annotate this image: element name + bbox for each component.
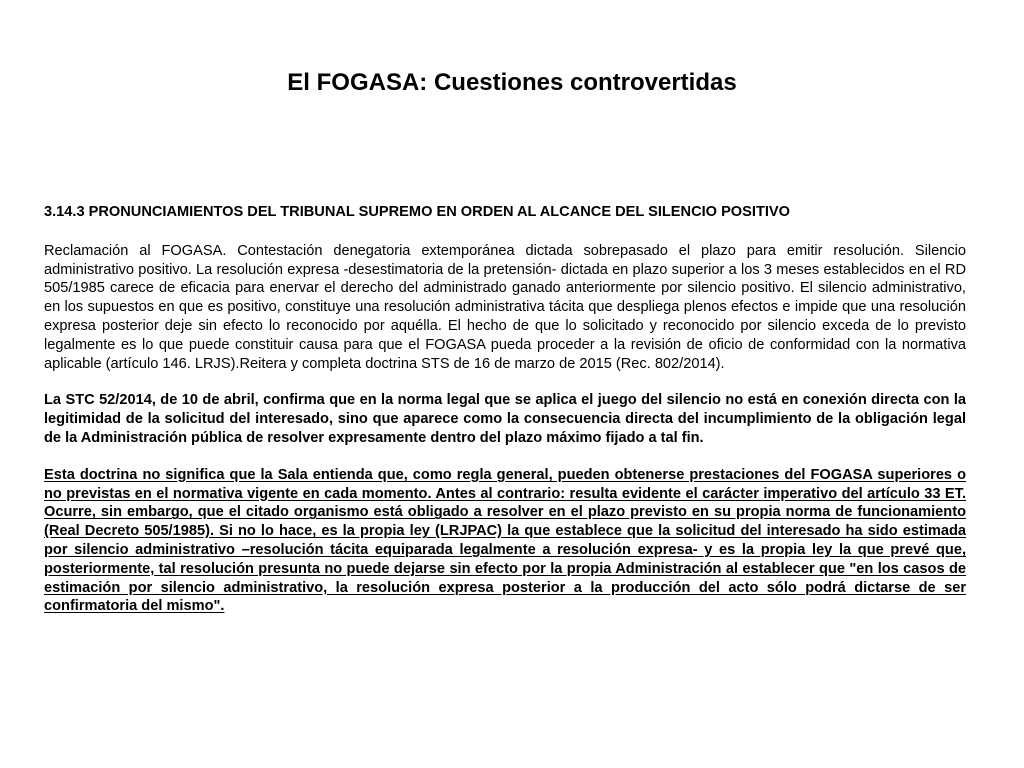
slide-body — [44, 203, 966, 634]
paragraph-silencio-positivo: Reclamación al FOGASA. Contestación denegatoria extemporánea dictada sobrepasado el plazo para emitir resolución. Silencio administrativo positivo. La resolución expresa -desestimatoria de la pretensión- dictada en plazo superior a los 3 meses establecidos en el RD 505/1985 carece de eficacia para enervar el derecho del administrado ganado anteriormente por silencio positivo. El silencio administrativo, en los supuestos en que es positivo, constituye una resolución administrativa tácita que despliega plenos efectos e impide que una resolución expresa posterior deje sin efecto lo reconocido por aquélla. El hecho de que lo solicitado y reconocido por silencio exceda de lo previsto legalmente es lo que puede constituir causa para que el FOGASA pueda proceder a la revisión de oficio de conformidad con la normativa aplicable (artículo 146. LRJS).Reitera y completa doctrina STS de 16 de marzo de 2015 (Rec. 802/2014). — [44, 242, 966, 372]
slide-title: El FOGASA: Cuestiones controvertidas — [287, 69, 737, 96]
section-heading: 3.14.3 PRONUNCIAMIENTOS DEL TRIBUNAL SUPREMO EN ORDEN AL ALCANCE DEL SILENCIO POSITIVO — [44, 204, 790, 220]
paragraph-doctrina-sala: Esta doctrina no significa que la Sala entienda que, como regla general, pueden obtenerse prestaciones del FOGASA superiores o no previstas en el normativa vigente en cada momento. Antes al contrario: resulta evidente el carácter imperativo del artículo 33 ET. Ocurre, sin embargo, que el citado organismo está obligado a resolver en el plazo previsto en su propia norma de funcionamiento (Real Decreto 505/1985). Si no lo hace, es la propia ley (LRJPAC) la que establece que la solicitud del interesado ha sido estimada por silencio administrativo –resolución tácita equiparada legalmente a resolución expresa- y es la propia ley la que prevé que, posteriormente, tal resolución presunta no puede dejarse sin efecto por la propia Administración al establecer que "en los casos de estimación por silencio administrativo, la resolución expresa posterior a la producción del acto sólo podrá dictarse de ser confirmatoria del mismo". — [44, 466, 966, 615]
paragraph-stc-52-2014: La STC 52/2014, de 10 de abril, confirma que en la norma legal que se aplica el juego del silencio no está en conexión directa con la legitimidad de la solicitud del interesado, sino que aparece como la consecuencia directa del incumplimiento de la obligación legal de la Administración pública de resolver expresamente dentro del plazo máximo fijado a tal fin. — [44, 392, 966, 446]
